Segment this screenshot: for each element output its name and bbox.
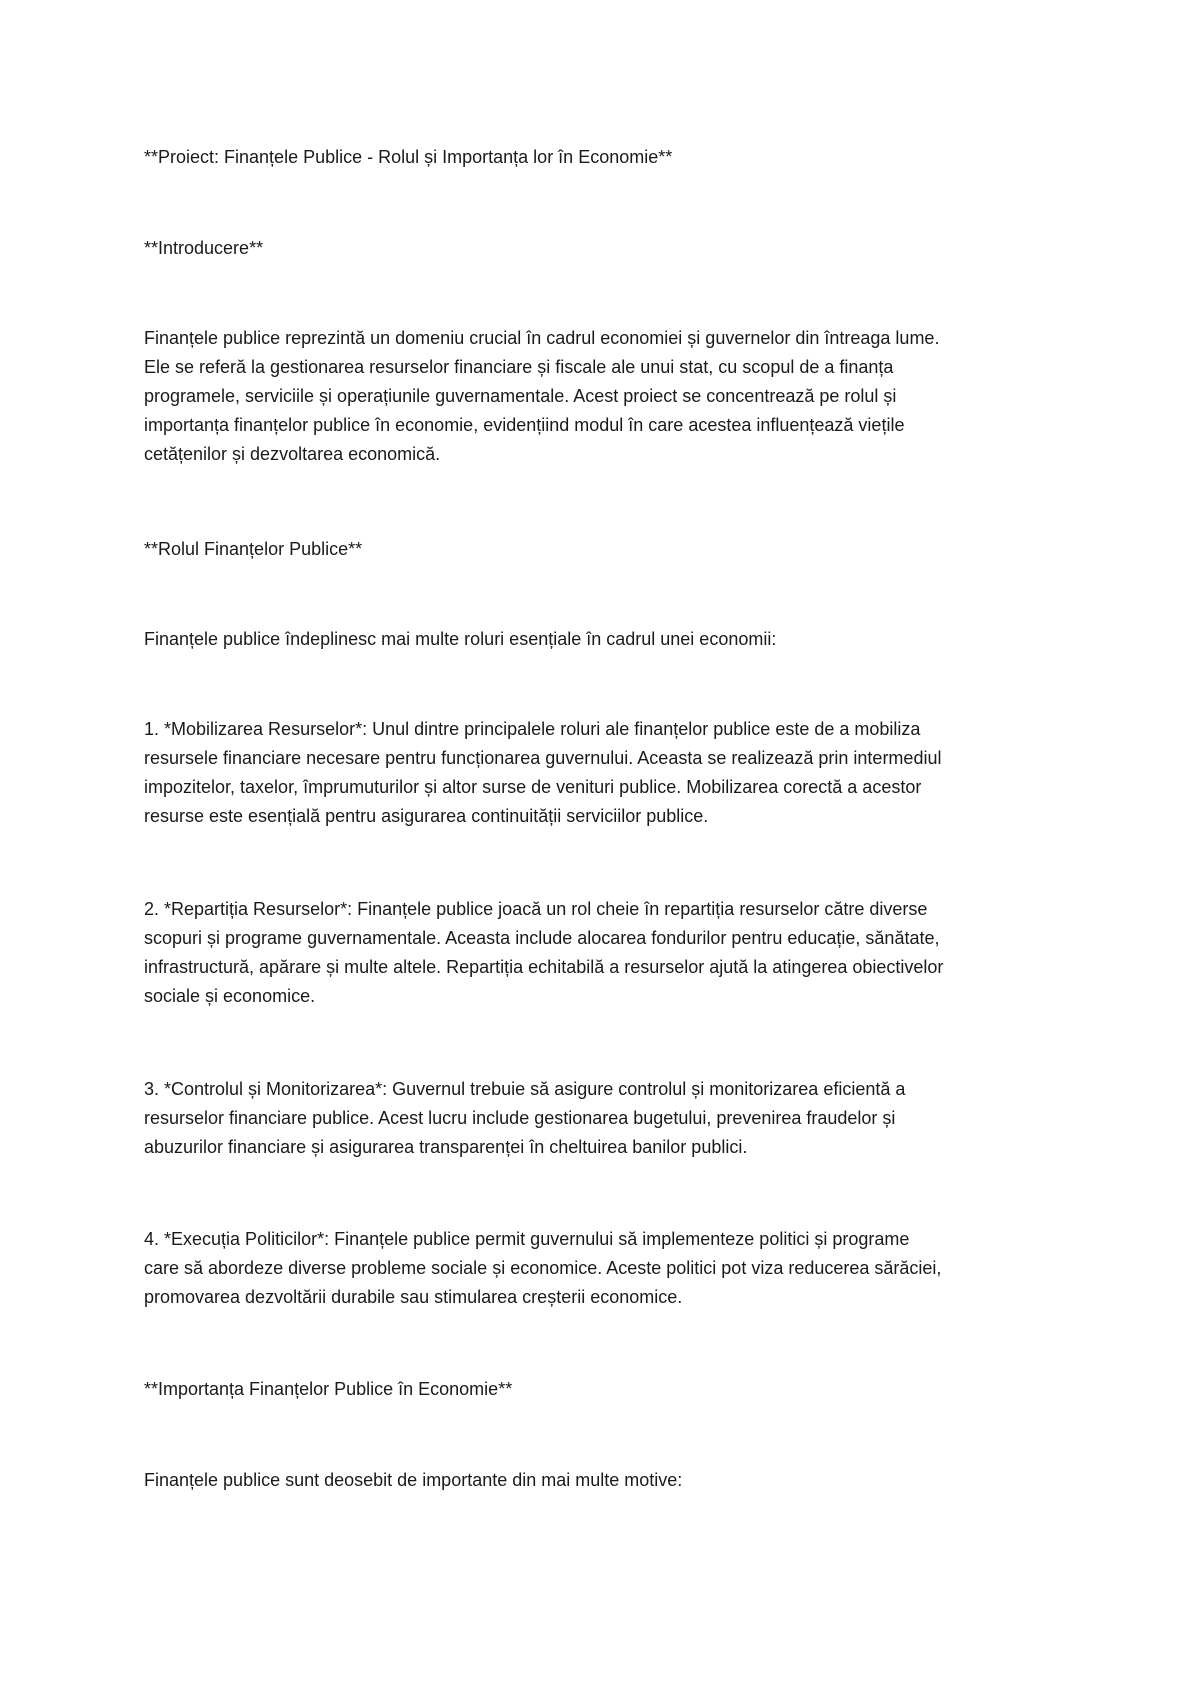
list-item-controlul: 3. *Controlul și Monitorizarea*: Guvernul trebuie să asigure controlul și monitorizarea eficientă a resurselor financiare publice. Acest lucru include gestionarea bugetului, prevenirea fraudelor și abuzurilor financiare și asigurarea transparenței în cheltuirea banilor publici. [144, 1079, 906, 1157]
list-item-mobilizarea: 1. *Mobilizarea Resurselor*: Unul dintre principalele roluri ale finanțelor publice este de a mobiliza resursele financiare necesare pentru funcționarea guvernului. Aceasta se realizează prin intermediul impozitelor, taxelor, împrumuturilor și altor surse de venituri publice. Mobilizarea corectă a acestor resurse este esențială pentru asigurarea continuității serviciilor publice. [144, 719, 942, 826]
paragraph-importanta-intro: Finanțele publice sunt deosebit de importante din mai multe motive: [144, 1470, 683, 1490]
list-item-executia: 4. *Execuția Politicilor*: Finanțele publice permit guvernului să implementeze politici și programe care să abordeze diverse probleme sociale și economice. Aceste politici pot viza reducerea sărăciei, promovarea dezvoltării durabile sau stimularea creșterii economice. [144, 1229, 942, 1307]
section-heading-introducere: **Introducere** [144, 238, 264, 258]
paragraph-introducere: Finanțele publice reprezintă un domeniu crucial în cadrul economiei și guvernelor din întreaga lume. Ele se referă la gestionarea resurselor financiare și fiscale ale unui stat, cu scopul de a finanța programele, serviciile și operațiunile guvernamentale. Acest proiect se concentrează pe rolul și importanța finanțelor publice în economie, evidențiind modul în care acestea influențează viețile cetățenilor și dezvoltarea economică. [144, 328, 940, 464]
list-item-repartitia: 2. *Repartiția Resurselor*: Finanțele publice joacă un rol cheie în repartiția resurselor către diverse scopuri și programe guvernamentale. Aceasta include alocarea fondurilor pentru educație, sănătate, infrastructură, apărare și multe altele. Repartiția echitabilă a resurselor ajută la atingerea obiectivelor sociale și economice. [144, 899, 944, 1006]
document-title: **Proiect: Finanțele Publice - Rolul și Importanța lor în Economie** [144, 147, 673, 167]
paragraph-rolul-intro: Finanțele publice îndeplinesc mai multe roluri esențiale în cadrul unei economii: [144, 629, 777, 649]
section-heading-rolul: **Rolul Finanțelor Publice** [144, 539, 363, 559]
section-heading-importanta: **Importanța Finanțelor Publice în Economie** [144, 1379, 513, 1399]
